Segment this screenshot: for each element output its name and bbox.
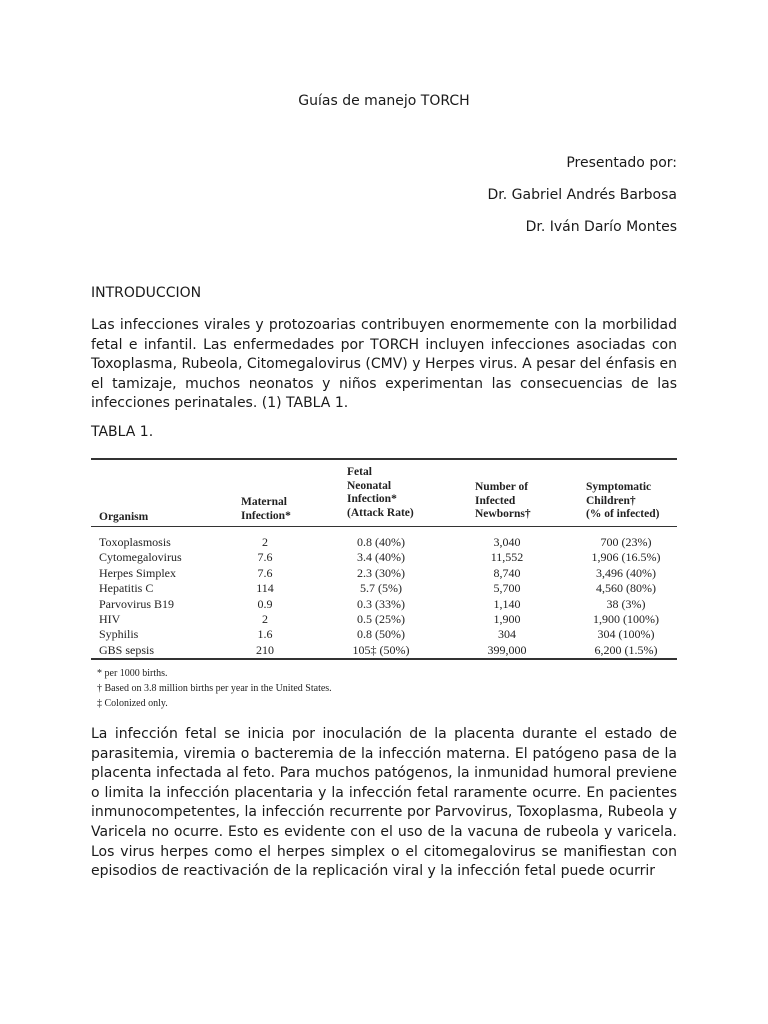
header-fetal-neonatal-infection: Fetal Neonatal Infection* (Attack Rate) — [347, 466, 414, 519]
cell-maternal-infection: 2 — [262, 535, 268, 549]
cell-fetal-infection: 0.8 (40%) — [357, 535, 405, 549]
presented-by-label: Presentado por: — [566, 155, 677, 171]
cell-organism: Toxoplasmosis — [99, 535, 171, 549]
table-bottom-rule — [91, 658, 677, 660]
cell-organism: Hepatitis C — [99, 581, 154, 596]
cell-maternal-infection: 7.6 — [257, 550, 273, 565]
cell-organism: Herpes Simplex — [99, 565, 176, 580]
table-header-rule — [91, 526, 677, 527]
cell-fetal-infection: 0.5 (25%) — [357, 612, 405, 626]
cell-maternal-infection: 2 — [262, 612, 268, 626]
cell-symptomatic-children: 1,906 (16.5%) — [591, 550, 661, 565]
table-footnote: † Based on 3.8 million births per year in the United States. — [97, 683, 332, 694]
cell-maternal-infection: 7.6 — [257, 565, 273, 580]
cell-fetal-infection: 3.4 (40%) — [357, 550, 405, 565]
cell-infected-newborns: 399,000 — [487, 642, 527, 657]
cell-maternal-infection: 0.9 — [257, 596, 273, 611]
document-title: Guías de manejo TORCH — [298, 93, 470, 109]
header-maternal-infection: Maternal Infection* — [241, 496, 291, 522]
cell-organism: Syphilis — [99, 627, 139, 642]
header-number-infected: Number of Infected Newborns† — [475, 481, 531, 520]
intro-paragraph: Las infecciones virales y protozoarias contribuyen enormemente con la morbilidad fetal e infantil. Las enfermedades por TORCH incluyen infecciones asociadas con Toxoplasma, Rubeola, Citomegalovirus (CMV) y Herpes virus. A pesar del énfasis en el tamizaje, muchos neonatos y niños experimentan las consecuencias de las infecciones perinatales. (1) TABLA 1. — [91, 317, 677, 412]
cell-symptomatic-children: 3,496 (40%) — [596, 565, 656, 580]
cell-infected-newborns: 1,140 — [493, 596, 521, 611]
table-top-rule — [91, 458, 677, 460]
cell-infected-newborns: 8,740 — [493, 565, 521, 580]
body-paragraph: La infección fetal se inicia por inoculación de la placenta durante el estado de parasitemia, viremia o bacteremia de la infección materna. El patógeno pasa de la placenta infectada al feto. Para muchos patógenos, la inmunidad humoral previene o limita la infección placentaria y la infección fetal raramente ocurre. En pacientes inmunocompetentes, la infección recurrente por Parvovirus, Toxoplasma, Rubeola y Varicela no ocurre. Esto es evidente con el uso de la vacuna de rubeola y varicela. Los virus herpes como el herpes simplex o el citomegalovirus se manifiestan con episodios de reactivación de la replicación viral y la infección fetal puede ocurrir — [91, 726, 677, 880]
cell-organism: Parvovirus B19 — [99, 596, 174, 611]
cell-infected-newborns: 11,552 — [490, 550, 524, 565]
cell-fetal-infection: 0.3 (33%) — [357, 596, 405, 611]
cell-infected-newborns: 304 — [498, 627, 516, 642]
cell-organism: Cytomegalovirus — [99, 550, 182, 565]
cell-maternal-infection: 1.6 — [257, 627, 273, 642]
cell-infected-newborns: 3,040 — [493, 535, 521, 549]
torch-table — [91, 456, 677, 709]
cell-fetal-infection: 2.3 (30%) — [357, 565, 405, 580]
author-name: Dr. Gabriel Andrés Barbosa — [487, 187, 677, 203]
cell-infected-newborns: 5,700 — [493, 581, 521, 596]
cell-organism: GBS sepsis — [99, 642, 155, 657]
cell-symptomatic-children: 38 (3%) — [606, 596, 646, 611]
cell-symptomatic-children: 304 (100%) — [597, 627, 655, 642]
table-footnote: ‡ Colonized only. — [97, 698, 168, 709]
cell-organism: HIV — [99, 612, 121, 626]
cell-fetal-infection: 0.8 (50%) — [357, 627, 405, 642]
section-heading: INTRODUCCION — [91, 285, 202, 301]
header-symptomatic-children: Symptomatic Children† (% of infected) — [586, 481, 660, 520]
cell-maternal-infection: 210 — [256, 642, 274, 657]
cell-symptomatic-children: 700 (23%) — [600, 535, 652, 549]
author-name: Dr. Iván Darío Montes — [525, 219, 677, 235]
header-organism: Organism — [99, 511, 149, 523]
cell-symptomatic-children: 6,200 (1.5%) — [594, 642, 658, 657]
table-label: TABLA 1. — [91, 424, 154, 440]
cell-infected-newborns: 1,900 — [493, 612, 521, 626]
cell-fetal-infection: 5.7 (5%) — [360, 581, 402, 596]
cell-fetal-infection: 105‡ (50%) — [352, 642, 410, 657]
cell-symptomatic-children: 4,560 (80%) — [596, 581, 656, 596]
cell-maternal-infection: 114 — [256, 581, 274, 596]
table-footnote: * per 1000 births. — [97, 668, 168, 679]
cell-symptomatic-children: 1,900 (100%) — [593, 612, 659, 626]
